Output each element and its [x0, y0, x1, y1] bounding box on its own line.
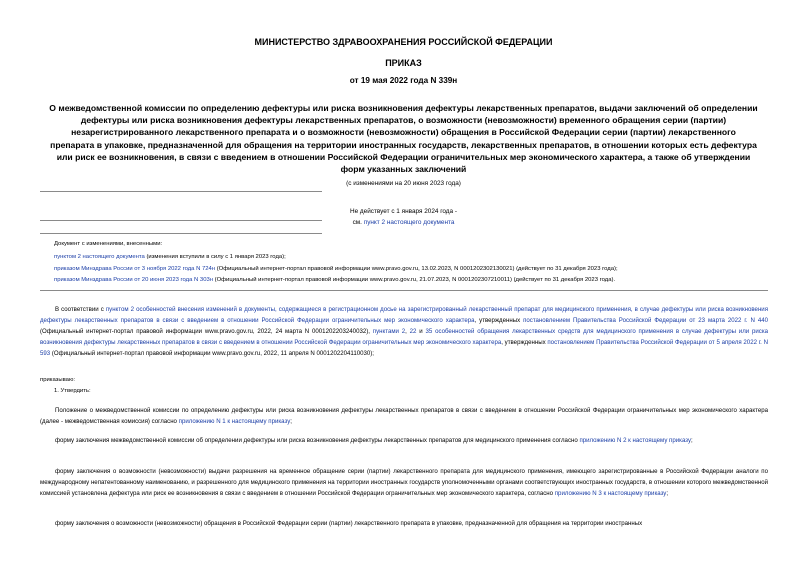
item-text: форму заключения о возможности (невозможности) обращения в Российской Федерации серии (партии) лекарственного препарата в упаковке, предназначенной для обращения на территории иностранных: [55, 520, 643, 527]
divider: [40, 233, 322, 234]
document-type: ПРИКАЗ: [385, 58, 422, 68]
amendment-text: (Официальный интернет-портал правовой информации www.pravo.gov.ru, 21.07.2023, N 0001202307210011) (действует по 31 декабря 2023 года).: [213, 277, 616, 283]
preamble-link[interactable]: постановлением Правительства Российской Федерации от 23 марта 2022 г. N 440: [523, 317, 769, 324]
preamble-text: В соответствии с: [55, 306, 106, 313]
preamble-link[interactable]: пунктом 2 особенностей внесения изменений в документы, содержащиеся в регистрационном досье на зарегистрированный лекарственный препарат для медицинского применения, в случае дефектуры или риска возникновения дефектуры лекарственных препаратов в связи с введением в отношении Российской Федерации ограничительных мер экономического характера: [40, 306, 769, 324]
item-text: ;: [691, 437, 693, 444]
document-date: от 19 мая 2022 года N 339н: [349, 76, 458, 85]
amendment-link[interactable]: пунктом 2 настоящего документа: [54, 254, 145, 260]
preamble-link[interactable]: 35 особенностей обращения лекарственных средств для медицинского применения в случае дефектуры или риска возникновения дефектуры лекарственных препаратов в связи с введением в отношении Российской Федерации ограничительных мер экономического характера: [40, 328, 769, 346]
approved-item: [40, 466, 768, 499]
preamble-text: , утвержденных: [501, 339, 548, 346]
preamble-text: , утвержденных: [474, 317, 524, 324]
approved-item: [40, 405, 768, 427]
item-text: форму заключения межведомственной комиссии об определении дефектуры или риска возникновения дефектуры лекарственных препаратов для медицинского применения согласно: [55, 437, 580, 444]
title-line: дефектуры или риска возникновения дефектуры лекарственных препаратов, о возможности (невозможности) временного обращения серии (партии): [80, 115, 727, 126]
item-text: ;: [290, 418, 292, 425]
amendment-item: [54, 254, 286, 260]
preamble-text: (Официальный интернет-портал правовой информации www.pravo.gov.ru, 2022, 24 марта N 0001202203240032),: [40, 328, 373, 335]
preamble-link[interactable]: 22: [409, 328, 417, 335]
title-line: или риск ее возникновения, в связи с введением в отношении Российской Федерации ограничительных мер экономического характера, а также об утверждении: [56, 151, 751, 162]
amendment-note: (с изменениями на 20 июня 2023 года): [346, 180, 461, 187]
amendment-item: [54, 266, 618, 272]
item-text: ;: [666, 490, 669, 497]
item-text: форму заключения о возможности (невозможности) выдачи разрешения на временное обращение серии (партии) лекарственного препарата для медицинского применения, имеющего зарегистрированные в Российской Федерации аналоги по международному непатентованному наименованию, и разрешенного для медицинского применения на территории иностранных государств уполномоченными органами соответствующих иностранных государств, в отношении которого межведомственной комиссией установлена дефектура или риск ее возникновения в связи с введением в отношении Российской Федерации ограничительных мер экономического характера, согласно: [40, 468, 768, 497]
document-title: [40, 102, 767, 175]
item-link[interactable]: приложению N 2 к настоящему приказу: [579, 437, 692, 444]
amendment-link[interactable]: приказом Минздрава России от 20 июня 2023 года N 303н: [54, 277, 213, 283]
preamble-link[interactable]: пунктами 2: [372, 328, 406, 335]
approved-item: [40, 518, 768, 530]
item-text: Положение о межведомственной комиссии по определению дефектуры или риска возникновения дефектуры лекарственных препаратов в связи с введением в отношении Российской Федерации ограничительных мер экономического характера (далее - межведомственная комиссия) согласно: [40, 407, 768, 425]
preamble-text: (Официальный интернет-портал правовой информации www.pravo.gov.ru, 2022, 11 апреля N 0001202204110030);: [50, 350, 375, 357]
title-line: незарегистрированного лекарственного препарата и о возможности (невозможности) обращения в Российской Федерации серии (партии) лекарственного: [71, 127, 736, 138]
item-link[interactable]: приложению N 1 к настоящему приказу: [178, 418, 291, 425]
approved-item: [40, 435, 768, 446]
title-line: О межведомственной комиссии по определению дефектуры или риска возникновения дефектуры лекарственных препаратов, выдачи заключений об определении: [49, 103, 758, 113]
ministry-name: МИНИСТЕРСТВО ЗДРАВООХРАНЕНИЯ РОССИЙСКОЙ ФЕДЕРАЦИИ: [254, 37, 553, 47]
preamble-link[interactable]: постановлением Правительства Российской Федерации от 5 апреля 2022 г. N 593: [40, 339, 768, 357]
status-reference: [0, 219, 807, 226]
title-line: форм указанных заключений: [340, 164, 467, 175]
divider: [40, 191, 322, 192]
amendment-item: [54, 277, 615, 283]
status-link[interactable]: пункт 2 настоящего документа: [363, 219, 455, 226]
amendment-text: (изменения вступили в силу с 1 января 2023 года);: [144, 254, 286, 260]
status-line: Не действует с 1 января 2024 года -: [349, 208, 457, 215]
preamble-text: и: [416, 328, 426, 335]
amendment-text: (Официальный интернет-портал правовой информации www.pravo.gov.ru, 13.02.2023, N 0001202302130021) (действует по 31 декабря 2023 года);: [215, 266, 618, 272]
status-prefix: см.: [352, 219, 364, 226]
approve-item: 1. Утвердить:: [54, 388, 91, 394]
divider: [40, 290, 768, 291]
order-word: приказываю:: [40, 377, 76, 383]
title-line: препарата в упаковке, предназначенной для обращения на территории иностранных государств, лекарственных препаратов, в отношении которых есть дефектура: [50, 139, 757, 150]
amendment-link[interactable]: приказом Минздрава России от 3 ноября 2022 года N 724н: [54, 266, 216, 272]
preamble-text: ,: [405, 328, 410, 335]
amended-by-heading: Документ с изменениями, внесенными:: [54, 241, 163, 247]
preamble-paragraph: [40, 304, 768, 359]
item-link[interactable]: приложению N 3 к настоящему приказу: [554, 490, 667, 497]
